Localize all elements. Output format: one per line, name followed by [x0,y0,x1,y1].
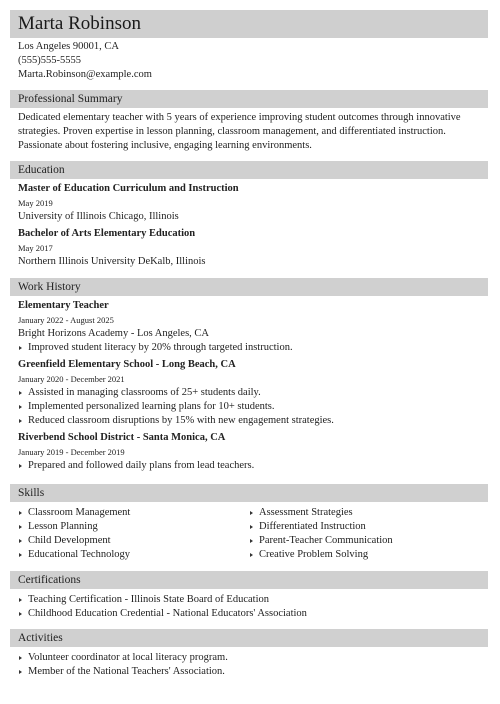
job-bullets [18,386,480,428]
degree-title: Bachelor of Arts Elementary Education [18,228,196,239]
skills-column-left [18,506,249,562]
activity-item: Member of the National Teachers' Association. [18,665,480,679]
degree-date: May 2019 [18,198,53,208]
education-list [18,182,480,269]
contact-info [18,40,152,82]
job-bullet: Implemented personalized learning plans for 10+ students. [18,400,480,414]
job-dates: January 2019 - December 2019 [18,447,125,457]
school-name: University of Illinois Chicago, Illinois [18,211,179,222]
skills-list [18,506,480,562]
job-company: Bright Horizons Academy - Los Angeles, CA [18,328,210,339]
job-entry [18,431,480,473]
degree-date: May 2017 [18,243,53,253]
skill-item: Lesson Planning [18,520,249,534]
degree-title: Master of Education Curriculum and Instruction [18,183,239,194]
school-name: Northern Illinois University DeKalb, Illinois [18,256,206,267]
certification-item: Childhood Education Credential - National Educators' Association [18,607,480,621]
education-entry [18,227,480,269]
skill-item: Assessment Strategies [249,506,480,520]
work-list [18,299,480,473]
certifications-list [18,593,480,621]
section-header-education: Education [10,161,488,179]
section-header-work: Work History [10,278,488,296]
section-header-summary: Professional Summary [10,90,488,108]
job-bullet: Reduced classroom disruptions by 15% with new engagement strategies. [18,414,480,428]
candidate-name: Marta Robinson [10,10,488,38]
job-entry [18,299,480,355]
education-entry [18,182,480,224]
job-title: Riverbend School District - Santa Monica, CA [18,432,226,443]
skill-item: Creative Problem Solving [249,548,480,562]
skill-item: Child Development [18,534,249,548]
contact-phone: (555)555-5555 [18,55,81,66]
job-title: Greenfield Elementary School - Long Beach, CA [18,359,236,370]
job-dates: January 2022 - August 2025 [18,315,114,325]
job-dates: January 2020 - December 2021 [18,374,125,384]
activity-item: Volunteer coordinator at local literacy program. [18,651,480,665]
activities-list [18,651,480,679]
job-entry [18,358,480,428]
skill-item: Differentiated Instruction [249,520,480,534]
certification-item: Teaching Certification - Illinois State Board of Education [18,593,480,607]
skills-column-right [249,506,480,562]
skill-item: Parent-Teacher Communication [249,534,480,548]
job-bullets [18,341,480,355]
contact-email: Marta.Robinson@example.com [18,69,152,80]
job-title: Elementary Teacher [18,300,109,311]
job-bullets [18,459,480,473]
job-bullet: Assisted in managing classrooms of 25+ students daily. [18,386,480,400]
skill-item: Classroom Management [18,506,249,520]
section-header-certifications: Certifications [10,571,488,589]
contact-address: Los Angeles 90001, CA [18,41,119,52]
skill-item: Educational Technology [18,548,249,562]
job-bullet: Improved student literacy by 20% through targeted instruction. [18,341,480,355]
section-header-activities: Activities [10,629,488,647]
section-header-skills: Skills [10,484,488,502]
summary-text: Dedicated elementary teacher with 5 years of experience improving student outcomes through innovative strategies. Proven expertise in lesson planning, classroom management, and differentiated instruction. Passionate about fostering inclusive, engaging learning environments. [18,112,461,151]
job-bullet: Prepared and followed daily plans from lead teachers. [18,459,480,473]
